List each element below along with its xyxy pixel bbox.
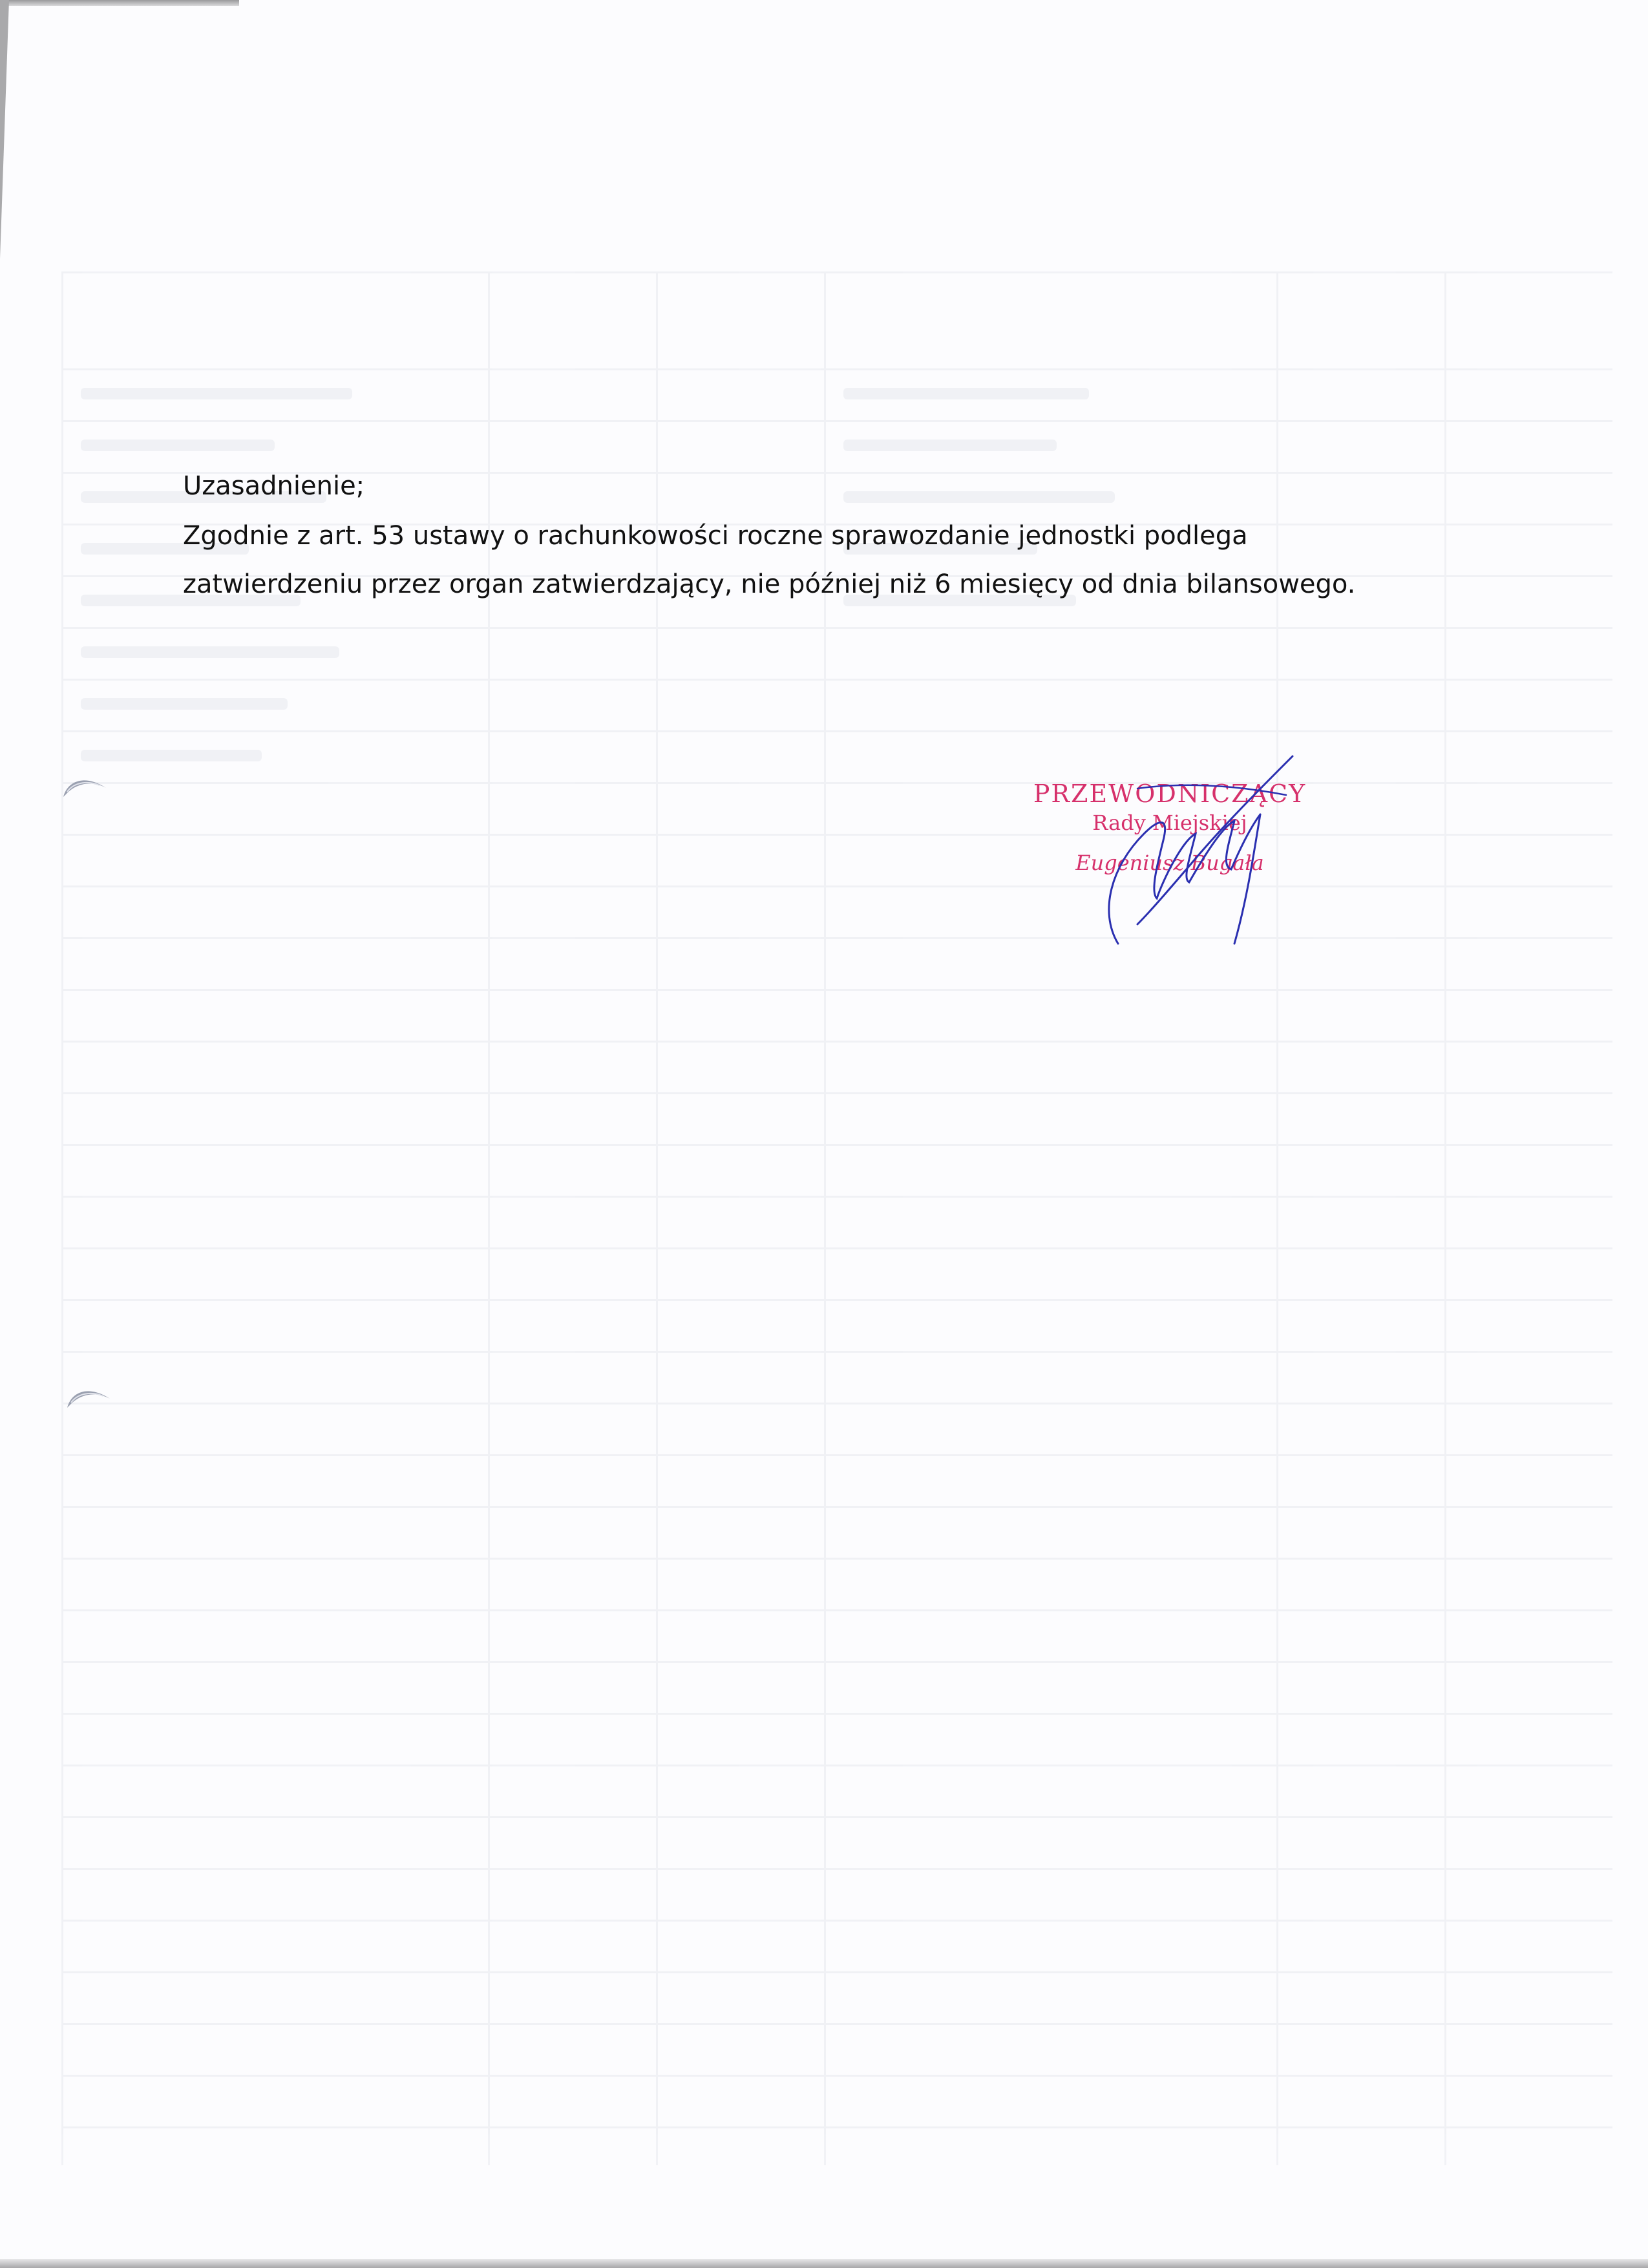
justification-line-2: zatwierdzeniu przez organ zatwierdzający, nie później niż 6 miesięcy od dnia bilansowego. [183,569,1356,599]
justification-section [183,462,1475,609]
handwritten-signature [1028,750,1318,950]
stamp-name: Eugeniusz Bugała [1075,851,1264,875]
justification-line-1: Zgodnie z art. 53 ustawy o rachunkowości roczne sprawozdanie jednostki podlega [183,521,1248,551]
justification-heading: Uzasadnienie; [183,471,365,501]
scan-top-edge [0,0,239,6]
scan-corner-shadow [0,0,9,259]
scan-bottom-edge [0,2259,1648,2268]
punch-hole-icon [62,1383,114,1409]
stamp-subtitle: Rady Miejskiej [1092,811,1247,835]
punch-hole-icon [58,772,110,798]
stamp-title: PRZEWODNICZĄCY [1033,779,1307,808]
